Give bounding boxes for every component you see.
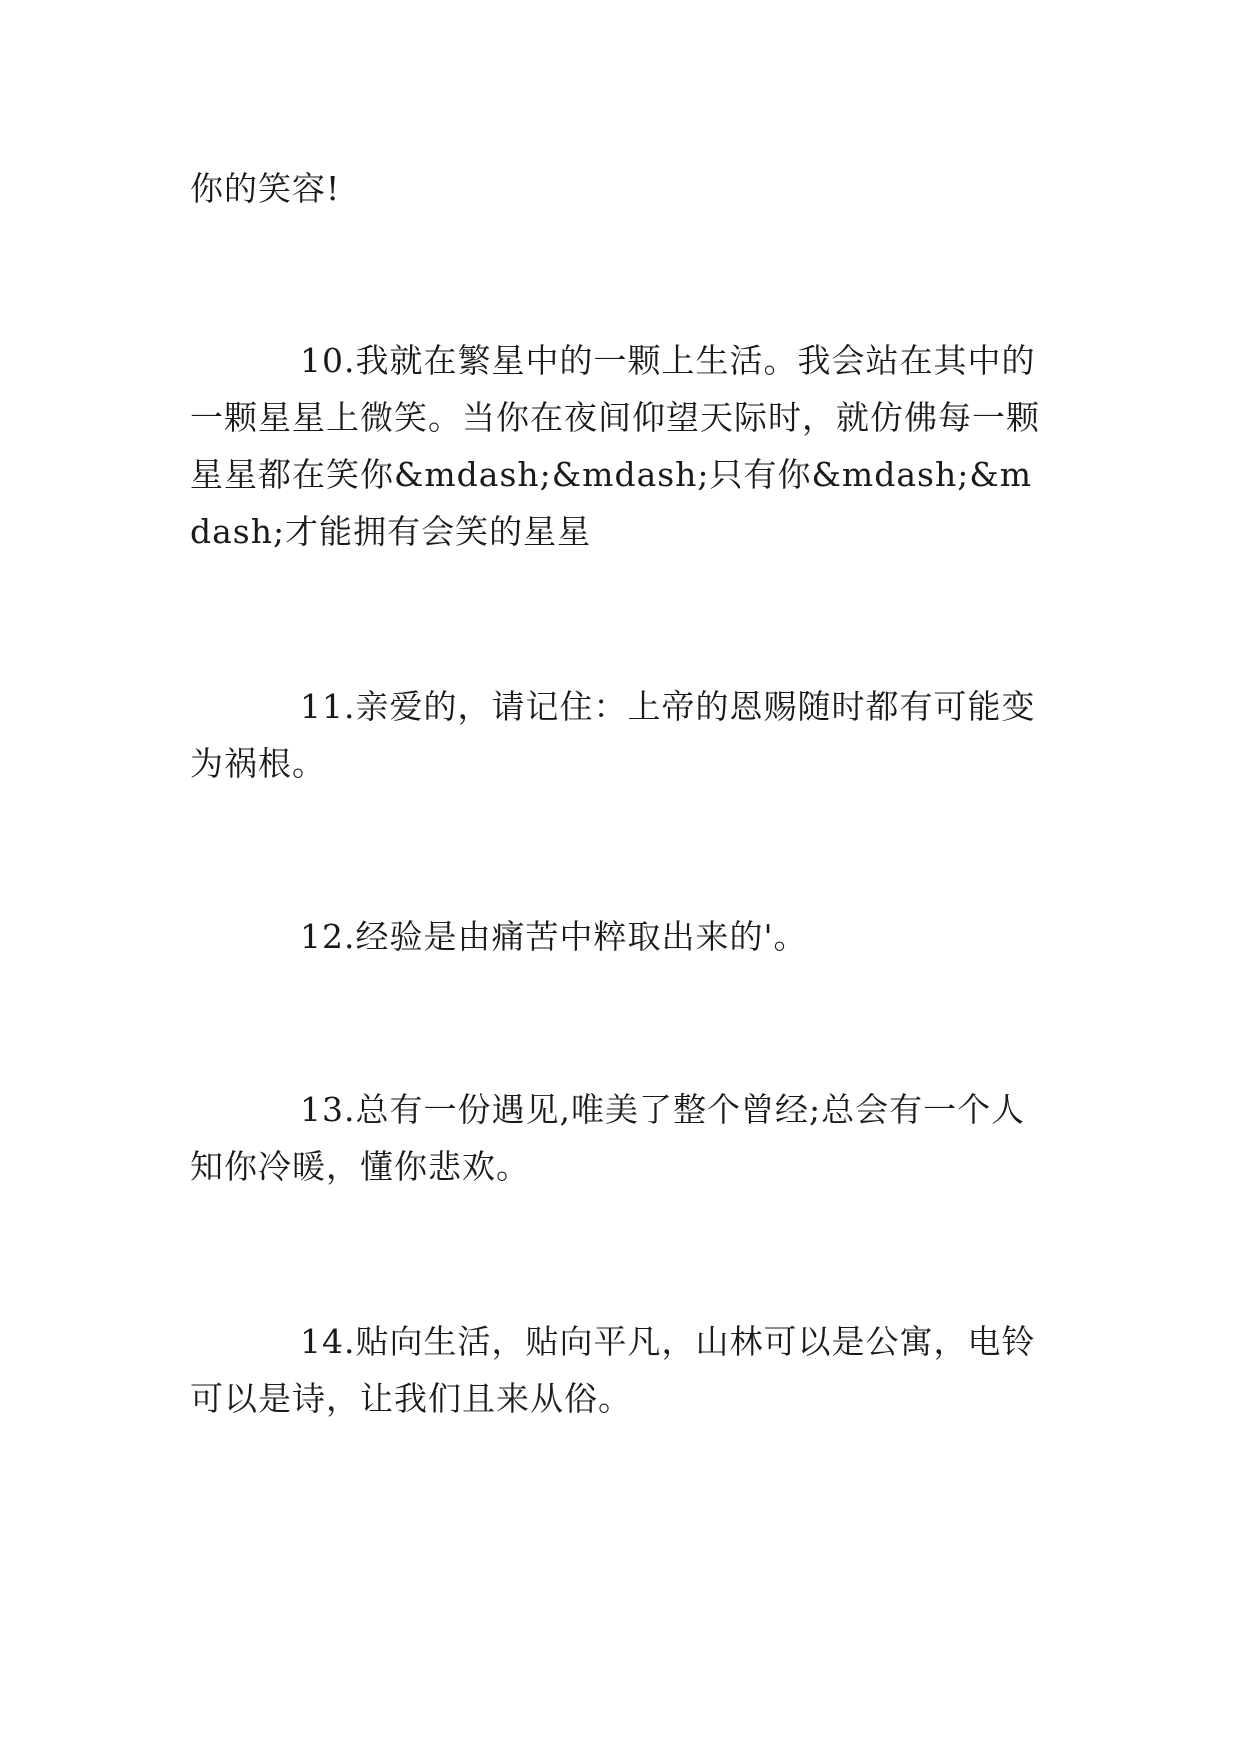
paragraph-continuation: 你的笑容!	[190, 169, 341, 208]
paragraph-item-11: 11.亲爱的，请记住：上帝的恩赐随时都有可能变为祸根。	[190, 687, 1036, 783]
paragraph-item-14: 14.贴向生活，贴向平凡，山林可以是公寓，电铃可以是诗，让我们且来从俗。	[190, 1322, 1036, 1418]
paragraph-item-13: 13.总有一份遇见,唯美了整个曾经;总会有一个人知你冷暖，懂你悲欢。	[190, 1090, 1026, 1186]
paragraph-item-10: 10.我就在繁星中的一颗上生活。我会站在其中的一颗星星上微笑。当你在夜间仰望天际时，就仿佛每一颗星星都在笑你&mdash;&mdash;只有你&mdash;&mdash;才能拥有会笑的星星	[190, 341, 1040, 551]
paragraph-item-12: 12.经验是由痛苦中粹取出来的'。	[300, 917, 808, 956]
